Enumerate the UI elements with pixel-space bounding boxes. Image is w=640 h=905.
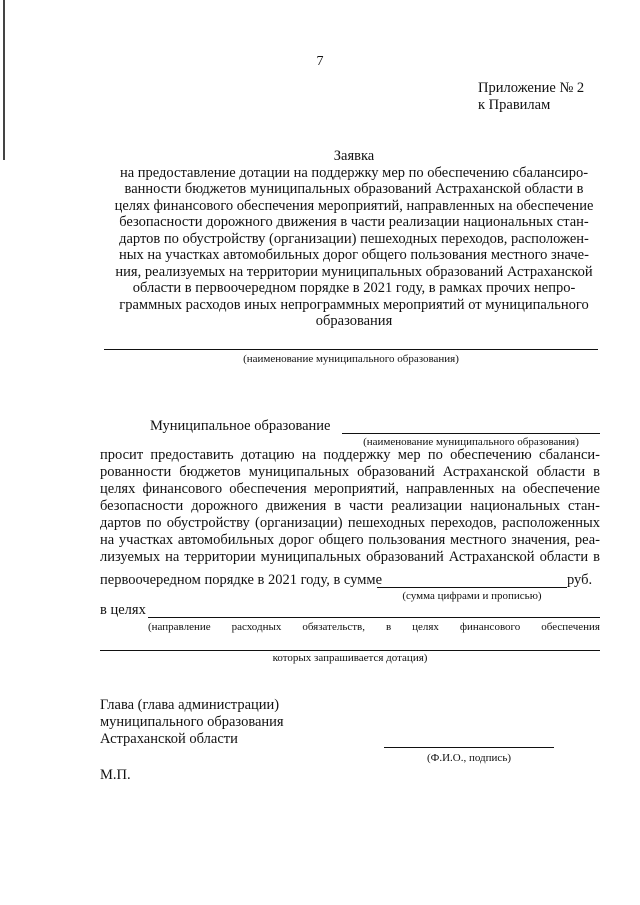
title-line: граммных расходов иных непрограммных мероприятий от муниципального: [119, 296, 589, 313]
title-line: на предоставление дотации на поддержку мер по обеспечению сбалансиро-: [119, 164, 589, 181]
municipality-field-caption: (наименование муниципального образования): [363, 436, 579, 448]
page-number: 7: [316, 54, 324, 69]
title-heading: Заявка: [333, 148, 375, 164]
title-line: безопасности дорожного движения в части реализации национальных стан-: [119, 214, 589, 230]
rub-label: руб.: [567, 572, 593, 588]
signature-caption: (Ф.И.О., подпись): [427, 752, 511, 764]
signature-field-line: [384, 747, 554, 748]
municipality-label: Муниципальное образование: [150, 418, 331, 434]
title-line: ния, реализуемых на территории муниципальных образований Астраханской: [115, 263, 593, 280]
request-body: [100, 447, 600, 566]
title-line: ных на участках автомобильных дорог общего пользования местного значе-: [119, 247, 589, 263]
title-line: ванности бюджетов муниципальных образований Астраханской области в: [124, 181, 584, 197]
scan-edge-mark: [3, 0, 5, 160]
title-line: целях финансового обеспечения мероприятий, направленных на обеспечение: [114, 197, 594, 214]
body-line: дартов по обустройству (организации) пешеходных переходов, расположенных: [100, 515, 600, 531]
signatory-title: [100, 697, 284, 748]
sum-line-text: первоочередном порядке в 2021 году, в сумме: [100, 572, 383, 588]
title-line: области в первоочередном порядке в 2021 году, в рамках прочих непро-: [132, 280, 576, 296]
signatory-line-1: Глава (глава администрации): [100, 697, 280, 713]
purpose-label: в целях: [100, 602, 146, 618]
annex-header: [478, 80, 584, 114]
title-line: образования: [315, 313, 393, 329]
application-title: [104, 148, 604, 330]
stamp-place: М.П.: [100, 767, 131, 783]
body-line: на участках автомобильных дорог общего пользования местного значения, реа-: [100, 532, 600, 548]
body-line: рованности бюджетов муниципальных образований Астраханской области в: [100, 464, 600, 480]
title-line: дартов по обустройству (организации) пешеходных переходов, расположен-: [119, 230, 589, 247]
annex-line-2: к Правилам: [478, 97, 551, 113]
municipality-name-caption: (наименование муниципального образования): [243, 353, 459, 365]
sum-caption: (сумма цифрами и прописью): [402, 590, 542, 602]
signatory-line-2: муниципального образования: [100, 714, 284, 730]
municipality-field-line: [342, 433, 600, 434]
sum-field-line: [377, 587, 567, 588]
body-line: безопасности дорожного движения в части реализации национальных стан-: [100, 498, 600, 514]
municipality-name-line: [104, 349, 598, 350]
signatory-line-3: Астраханской области: [100, 731, 238, 747]
purpose-caption-1: (направление расходных обязательств, в целях финансового обеспечения: [148, 621, 600, 633]
purpose-field-line-2: [100, 650, 600, 651]
purpose-field-line: [148, 617, 600, 618]
annex-line-1: Приложение № 2: [478, 80, 585, 96]
purpose-caption-2: которых запрашивается дотация): [272, 652, 428, 664]
body-line: лизуемых на территории муниципальных образований Астраханской области в: [100, 549, 600, 565]
body-line: целях финансового обеспечения мероприятий, направленных на обеспечение: [100, 481, 600, 497]
body-line: просит предоставить дотацию на поддержку мер по обеспечению сбаланси-: [100, 447, 600, 463]
